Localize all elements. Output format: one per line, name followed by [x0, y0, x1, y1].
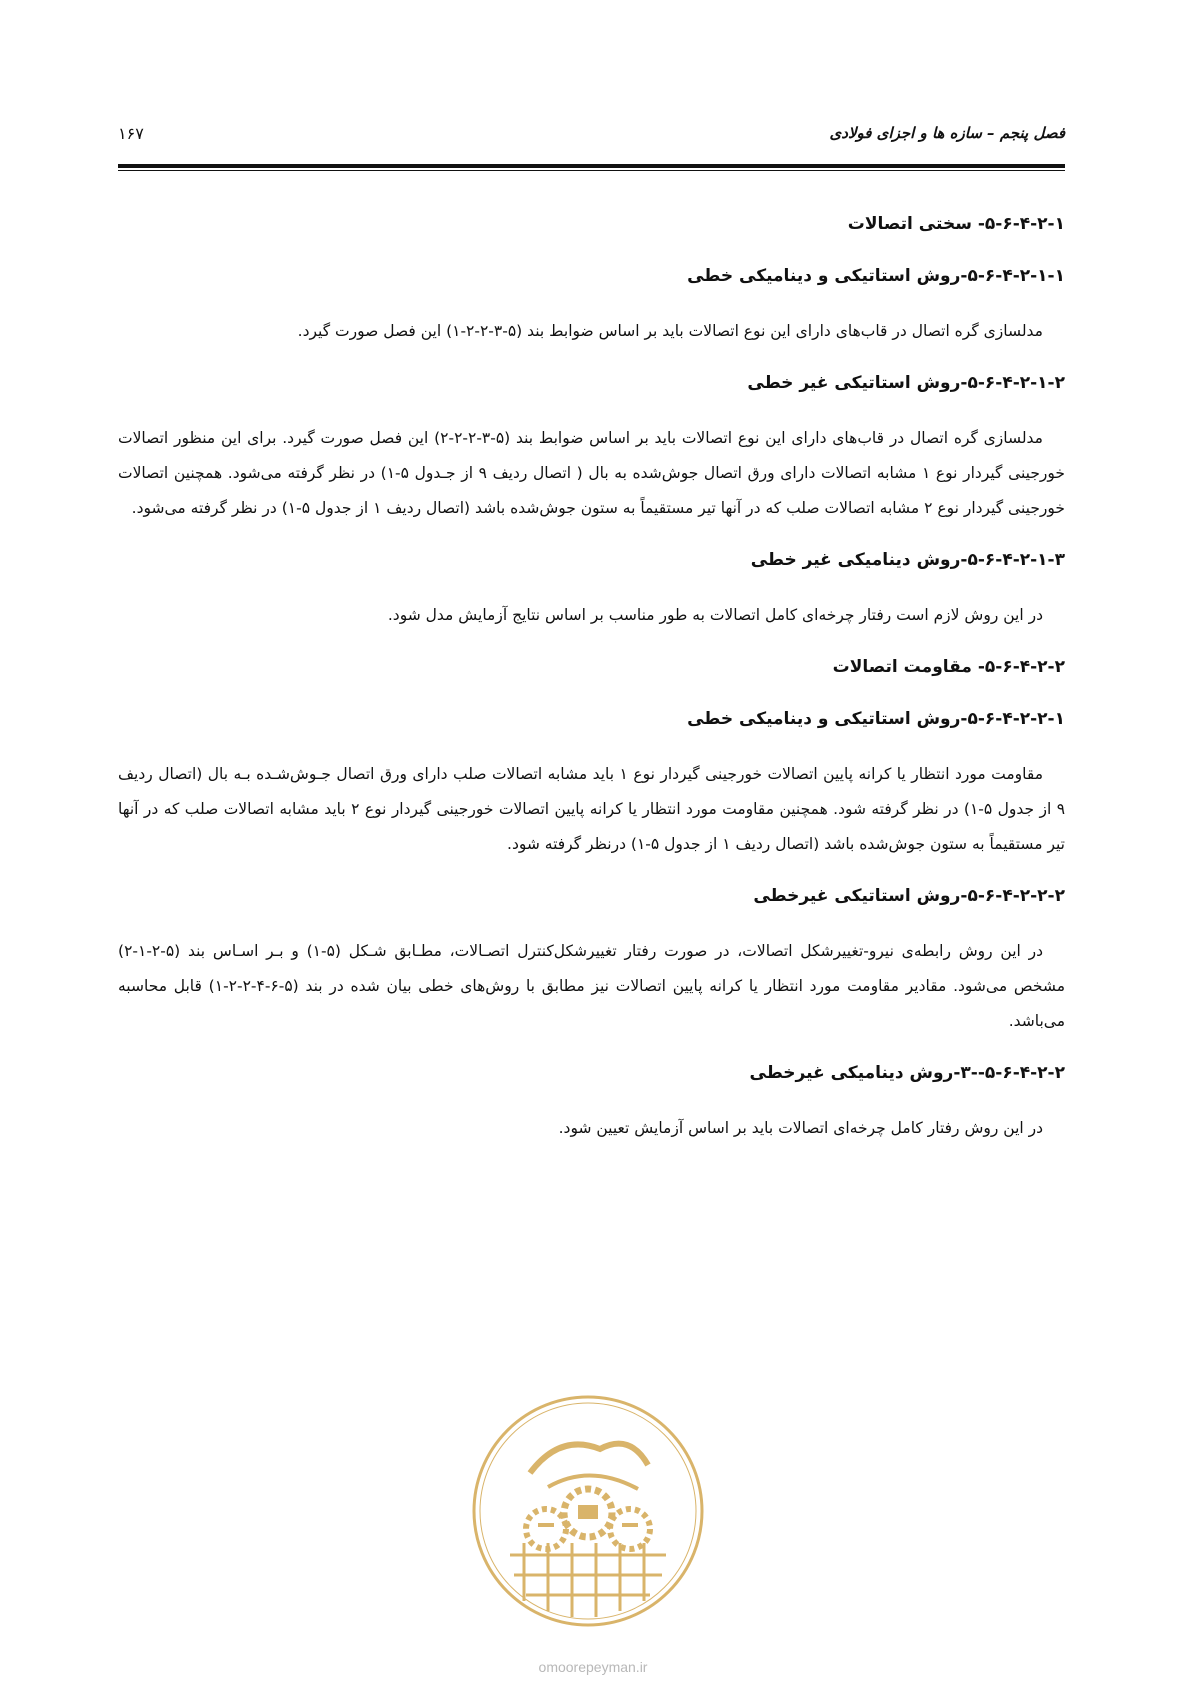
- section-paragraph: مقاومت مورد انتظار یا کرانه پایین اتصالات خورجینی گیردار نوع ۱ باید مشابه اتصالات صلب دارای ورق اتصال جـوش‌شـده بـه بال (اتصال ردیف ۹ از جدول ۵-۱) در نظر گرفته شود. همچنین مقاومت مورد انتظار یا کرانه پایین اتصالات خورجینی گیردار نوع ۲ باید مشابه اتصالات صلب که در آنها تیر مستقیماً به ستون جوش‌شده باشد (اتصال ردیف ۱ از جدول ۵-۱) درنظر گرفته شود.: [118, 765, 1066, 853]
- section-paragraph: در این روش لازم است رفتار چرخه‌ای کامل اتصالات به طور مناسب بر اساس نتایج آزمایش مدل شود.: [387, 606, 1043, 624]
- section-heading: ۵-۶-۴-۲-۲-۱-روش استاتیکی و دینامیکی خطی: [687, 709, 1065, 729]
- section-heading: ۵-۶-۴-۲-۱-۲-روش استاتیکی غیر خطی: [747, 373, 1065, 393]
- section-heading: ۵-۶-۴-۲-۱- سختی اتصالات: [847, 214, 1065, 234]
- section-heading: ۵-۶-۴-۲-۲-۲-روش استاتیکی غیرخطی: [753, 886, 1065, 906]
- section-heading: ۵-۶-۴-۲-۲--۳-روش دینامیکی غیرخطی: [749, 1063, 1065, 1083]
- page-header: [118, 118, 1065, 148]
- publisher-seal-icon: [470, 1393, 706, 1629]
- page-number: ۱۶۷: [118, 123, 144, 143]
- section-heading: ۵-۶-۴-۲-۱-۱-روش استاتیکی و دینامیکی خطی: [687, 266, 1065, 286]
- header-rule-thick: [118, 164, 1065, 168]
- section-paragraph: مدلسازی گره اتصال در قاب‌های دارای این نوع اتصالات باید بر اساس ضوابط بند (۵-۳-۲-۲-۲) این فصل صورت گیرد. برای این منظور اتصالات خورجینی گیردار نوع ۱ مشابه اتصالات دارای ورق اتصال جوش‌شده به بال ( اتصال ردیف ۹ از جـدول ۵-۱) در نظر گرفته می‌شود. همچنین اتصالات خورجینی گیردار نوع ۲ مشابه اتصالات صلب که در آنها تیر مستقیماً به ستون جوش‌شده باشد (اتصال ردیف ۱ از جدول ۵-۱) در نظر گرفته می‌شود.: [118, 429, 1065, 517]
- page-body: [118, 210, 1065, 1166]
- section-heading: ۵-۶-۴-۲-۱-۳-روش دینامیکی غیر خطی: [750, 550, 1065, 570]
- chapter-title: فصل پنجم – سازه ها و اجزای فولادی: [829, 124, 1065, 142]
- watermark-url: omoorepeyman.ir: [538, 1659, 648, 1675]
- section-paragraph: در این روش رفتار کامل چرخه‌ای اتصالات باید بر اساس آزمایش تعیین شود.: [558, 1119, 1043, 1137]
- header-rule-thin: [118, 170, 1065, 171]
- section-paragraph: مدلسازی گره اتصال در قاب‌های دارای این نوع اتصالات باید بر اساس ضوابط بند (۵-۳-۲-۲-۱) این فصل صورت گیرد.: [297, 322, 1043, 340]
- section-heading: ۵-۶-۴-۲-۲- مقاومت اتصالات: [832, 657, 1065, 677]
- section-paragraph: در این روش رابطه‌ی نیرو-تغییرشکل اتصالات، در صورت رفتار تغییرشکل‌کنترل اتصـالات، مطـابق شـکل (۵-۱) و بـر اسـاس بند (۵-۲-۱-۲) مشخص می‌شود. مقادیر مقاومت مورد انتظار یا کرانه پایین اتصالات نیز مطابق با روش‌های خطی بیان شده در بند (۵-۶-۴-۲-۲-۱) قابل محاسبه می‌باشد.: [118, 942, 1065, 1030]
